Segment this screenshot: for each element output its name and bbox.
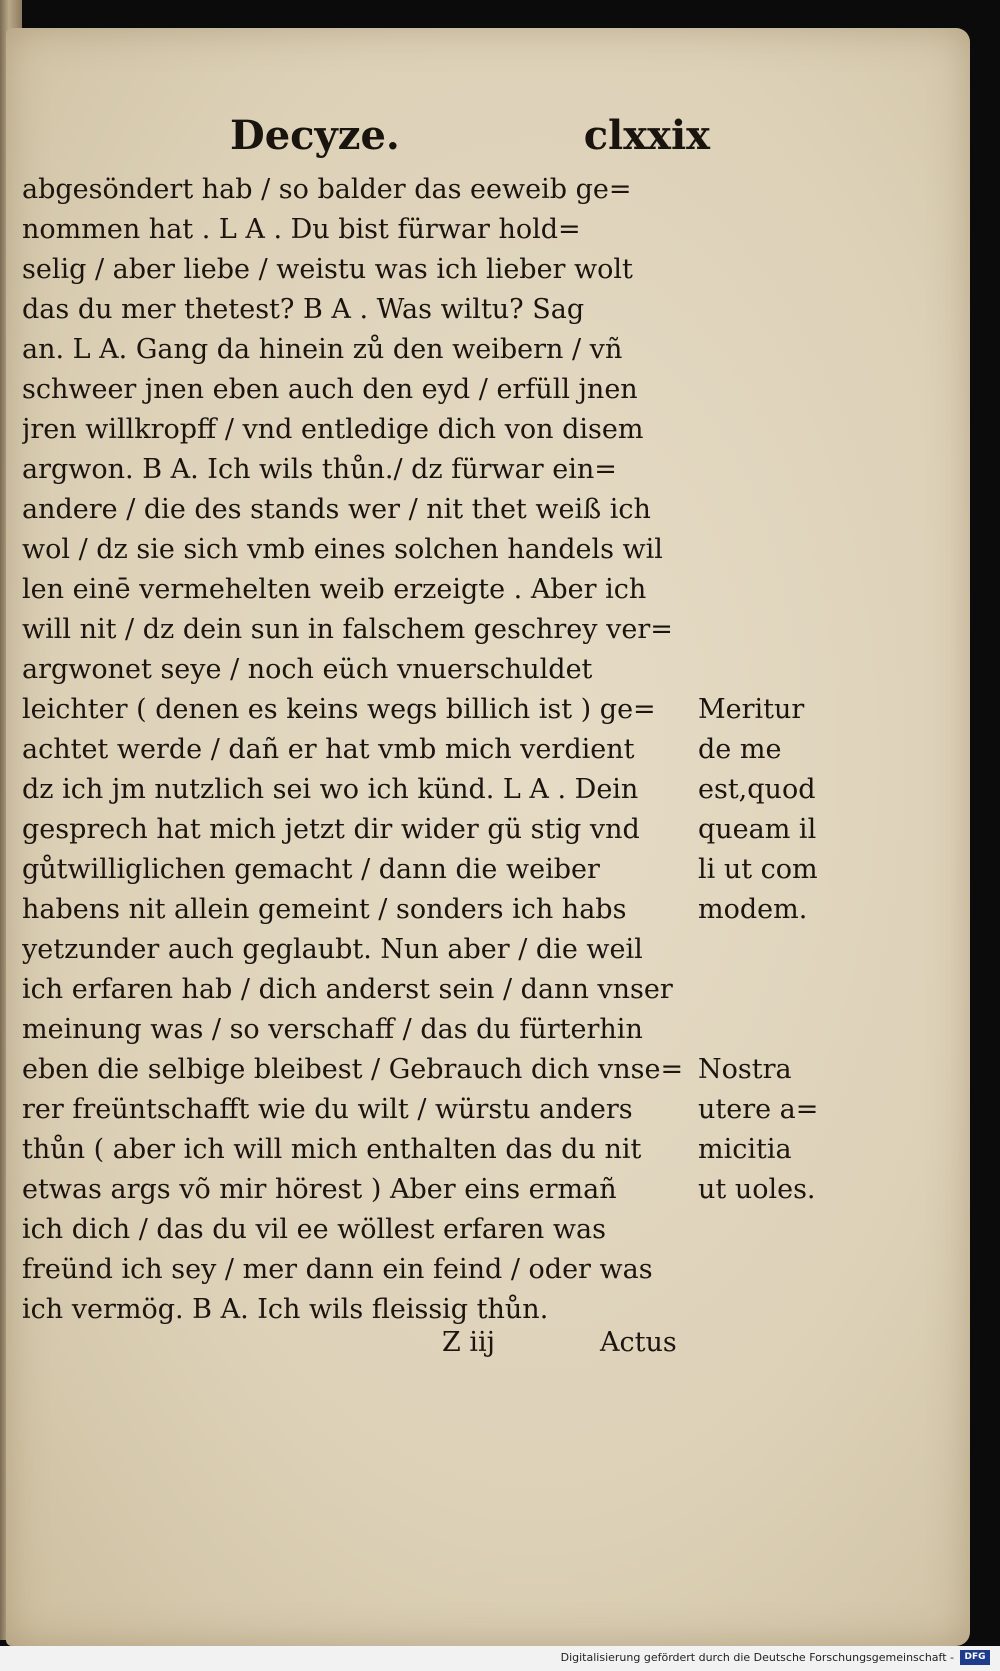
text-line: ich dich / das du vil ee wöllest erfaren was bbox=[22, 1214, 606, 1245]
text-line: meinung was / so verschaff / das du fürterhin bbox=[22, 1014, 643, 1045]
text-line: etwas args võ mir hörest ) Aber eins ermañ bbox=[22, 1174, 617, 1205]
text-line: selig / aber liebe / weistu was ich lieber wolt bbox=[22, 254, 633, 285]
margin-note-line: Nostra bbox=[698, 1054, 792, 1085]
text-line: abgesöndert hab / so balder das eeweib ge= bbox=[22, 174, 632, 205]
running-header bbox=[230, 112, 710, 172]
text-line: gesprech hat mich jetzt dir wider gü stig vnd bbox=[22, 814, 640, 845]
text-line: len einē vermehelten weib erzeigte . Aber ich bbox=[22, 574, 647, 605]
text-line: das du mer thetest? B A . Was wiltu? Sag bbox=[22, 294, 585, 325]
text-line: an. L A. Gang da hinein zů den weibern / vñ bbox=[22, 334, 623, 365]
funding-credit: Digitalisierung gefördert durch die Deutsche Forschungsgemeinschaft - bbox=[560, 1651, 954, 1664]
margin-note-line: est,quod bbox=[698, 774, 816, 805]
text-line: andere / die des stands wer / nit thet weiß ich bbox=[22, 494, 651, 525]
text-line: habens nit allein gemeint / sonders ich habs bbox=[22, 894, 627, 925]
text-line: wol / dz sie sich vmb eines solchen handels wil bbox=[22, 534, 663, 565]
text-line: argwonet seye / noch eüch vnuerschuldet bbox=[22, 654, 593, 685]
margin-note-nostra bbox=[698, 1050, 828, 1210]
dfg-logo: DFG bbox=[960, 1650, 990, 1665]
text-line: argwon. B A. Ich wils thůn./ dz fürwar ein= bbox=[22, 454, 617, 485]
text-line: freünd ich sey / mer dann ein feind / oder was bbox=[22, 1254, 653, 1285]
text-line: gůtwilliglichen gemacht / dann die weiber bbox=[22, 854, 600, 885]
text-line: ich vermög. B A. Ich wils fleissig thůn. bbox=[22, 1294, 549, 1325]
text-line: eben die selbige bleibest / Gebrauch dich vnse= bbox=[22, 1054, 684, 1085]
page-signature-line bbox=[22, 1327, 692, 1367]
margin-note-line: de me bbox=[698, 734, 782, 765]
text-line: rer freüntschafft wie du wilt / würstu anders bbox=[22, 1094, 633, 1125]
margin-note-line: modem. bbox=[698, 894, 808, 925]
margin-note-line: queam il bbox=[698, 814, 817, 845]
text-line: nommen hat . L A . Du bist fürwar hold= bbox=[22, 214, 581, 245]
margin-note-meritur bbox=[698, 690, 828, 930]
text-line: schweer jnen eben auch den eyd / erfüll jnen bbox=[22, 374, 638, 405]
text-line: yetzunder auch geglaubt. Nun aber / die weil bbox=[22, 934, 643, 965]
text-line: dz ich jm nutzlich sei wo ich künd. L A . Dein bbox=[22, 774, 639, 805]
margin-note-line: ut uoles. bbox=[698, 1174, 816, 1205]
margin-note-line: micitia bbox=[698, 1134, 792, 1165]
text-line: ich erfaren hab / dich anderst sein / dann vnser bbox=[22, 974, 673, 1005]
text-line: jren willkropff / vnd entledige dich von disem bbox=[22, 414, 644, 445]
margin-note-line: utere a= bbox=[698, 1094, 819, 1125]
text-line: leichter ( denen es keins wegs billich ist ) ge= bbox=[22, 694, 656, 725]
text-line: achtet werde / dañ er hat vmb mich verdient bbox=[22, 734, 635, 765]
catchword: Actus bbox=[600, 1327, 677, 1358]
margin-note-line: li ut com bbox=[698, 854, 818, 885]
running-title: Decyze. bbox=[230, 112, 400, 159]
signature-mark: Z iij bbox=[442, 1327, 495, 1358]
margin-note-line: Meritur bbox=[698, 694, 805, 725]
footer-bar bbox=[0, 1646, 1000, 1671]
text-line: will nit / dz dein sun in falschem geschrey ver= bbox=[22, 614, 673, 645]
text-line: thůn ( aber ich will mich enthalten das du nit bbox=[22, 1134, 642, 1165]
folio-number: clxxix bbox=[583, 112, 710, 159]
main-text bbox=[22, 170, 692, 1330]
